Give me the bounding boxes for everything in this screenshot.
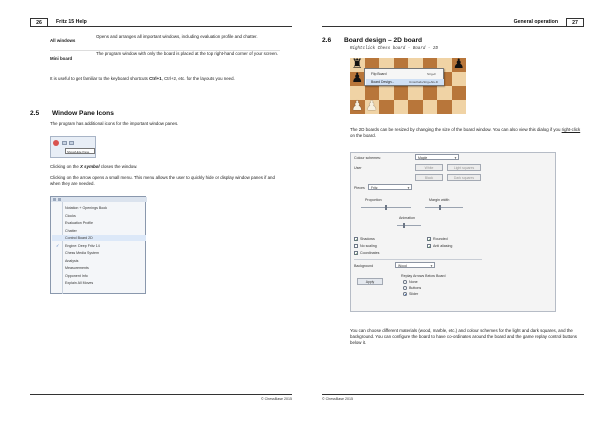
white-button[interactable]: White [415,164,443,171]
left-header-title: Fritz 15 Help [56,19,87,25]
board-square [452,86,467,100]
margin-width-label: Margin width [429,198,450,202]
menu-item-control-board[interactable]: Control Board 2D [52,235,146,241]
menu-item-analysis[interactable]: Analysis [65,258,79,263]
section-number: 2.5 [30,110,40,117]
rounded-label: Rounded [433,237,448,241]
menu-item-flip-board[interactable]: Flip Board [371,71,387,76]
apply-button[interactable]: Apply [357,278,383,285]
animation-slider-thumb[interactable] [403,223,405,228]
checkmark-icon: ✓ [56,242,60,248]
menu-item-chatter[interactable]: Chatter [65,228,77,233]
background-label: Background [354,264,374,268]
definition-row [50,34,280,51]
menu-titlebar-icon [58,198,61,201]
definition-term: Mini board [50,56,73,61]
replay-buttons-radio[interactable] [403,286,407,290]
left-page-number: 26 [30,18,48,27]
coordinates-checkbox[interactable]: ✓ [355,252,358,256]
board-square [394,100,409,114]
definition-row [50,51,280,68]
right-page [300,0,600,424]
replay-arrows-label: Replay Arrows Below Board [401,274,446,278]
menu-item-opponent-info[interactable]: Opponent Info [65,273,88,278]
materials-paragraph: You can choose different materials (wood, marble, etc.) and colour schemes for the light and dark squares, and the background. You can configure the board to have co-ordinates around the board and the game replay control buttons below it. [350,328,578,345]
white-pawn-icon: ♟ [351,99,364,114]
shadows-label: Shadows [360,237,375,241]
colour-schemes-value: Maple [418,156,428,160]
pane-context-menu [50,196,146,294]
left-page-header [30,18,292,27]
resize-text-suffix: on the board. [350,133,376,138]
left-footer: © ChessBase 2015 [30,394,292,402]
pieces-label: Pieces [354,186,365,190]
board-square [437,100,452,114]
board-square [350,86,365,100]
menu-item-evaluation-profile[interactable]: Evaluation Profile [65,221,93,225]
board-square [394,86,409,100]
animation-slider-track [397,225,421,226]
menu-titlebar [51,197,147,202]
right-page-header [322,18,584,27]
board-design-shortcut: Umschalt+Strg+Alt+D [409,80,438,84]
no-scaling-checkbox[interactable] [354,244,358,248]
user-label: User [354,166,362,170]
proportion-slider-thumb[interactable] [385,205,387,210]
menu-item-explain-moves[interactable]: Explain All Moves [65,281,94,285]
close-text-suffix: closes the window. [99,164,138,169]
pin-icon[interactable] [69,141,74,145]
window-pane-icons-image [50,136,96,158]
replay-none-label: None [409,280,418,284]
board-square [379,86,394,100]
board-square [423,86,438,100]
margin-slider-track [425,207,463,208]
replay-buttons-label: Buttons [409,286,422,290]
black-pawn-icon: ♟ [452,58,465,72]
colour-schemes-select[interactable] [415,154,459,160]
menu-item-measurements[interactable]: Measurements [65,266,89,270]
no-scaling-label: No scaling [360,244,377,248]
definition-description: Opens and arranges all important windows, including evaluation profile and chatter. [96,34,258,39]
board-square [452,100,467,114]
chevron-down-icon: ▼ [430,264,433,268]
chevron-down-icon: ▼ [407,186,410,190]
resize-paragraph [350,127,584,139]
section-title: Window Pane Icons [52,110,114,117]
white-pawn-icon: ♟ [365,99,378,114]
resize-text-prefix: The 2D boards can be resized by changing the size of the board window. You can also view this dialog if you [350,127,562,132]
close-icon[interactable] [53,140,59,146]
menu-item-engine[interactable]: Engine: Deep Fritz 14 [65,243,100,248]
margin-slider-thumb[interactable] [439,205,441,210]
menu-titlebar-icon [53,198,56,201]
close-text-prefix: Clicking on the [50,164,81,169]
replay-slider-radio[interactable] [403,292,407,296]
black-rook-icon: ♜ [351,58,364,72]
menu-path: Rightclick Chess board - Board - 2D [350,47,438,51]
black-pawn-icon: ♟ [351,71,364,86]
pieces-select[interactable] [368,184,412,190]
right-page-number: 27 [566,18,584,27]
coordinates-label: Coordinates [360,251,380,255]
right-footer: © ChessBase 2015 [322,394,584,402]
section-title: Board design – 2D board [344,37,423,44]
close-text-bold: X symbol [80,164,100,169]
section-heading [30,110,114,117]
board-square [379,100,394,114]
shortcut-paragraph [50,76,280,82]
close-paragraph [50,164,280,170]
replay-slider-label: Slider [409,292,419,296]
shortcut-text-prefix: It is useful to get familiar to the keyboard shortcuts [50,76,150,81]
menu-item-chess-media[interactable]: Chess Media System [65,251,99,255]
menu-item-board-design[interactable]: Board Design... [366,79,444,85]
chevron-down-icon: ▼ [454,156,457,160]
right-click-link: right-click [561,127,581,132]
definition-description: The program window with only the board is placed at the top right-hand corner of your screen. [96,51,279,56]
dark-squares-button[interactable]: Dark squares [447,174,481,181]
background-select[interactable] [395,262,435,268]
board-square [452,72,467,86]
board-design-dialog [350,152,556,312]
board-square [423,100,438,114]
anti-aliasing-checkbox[interactable]: ✓ [428,245,431,249]
colour-schemes-label: Colour schemes: [354,156,381,160]
board-square [408,100,423,114]
proportion-label: Proportion [365,198,382,202]
chess-board-preview[interactable] [350,58,466,114]
definition-term: All windows [50,38,76,43]
replay-none-radio[interactable] [403,280,407,284]
arrow-paragraph: Clicking on the arrow opens a small menu. This menu allows the user to quickly hide or display window panes if and when they are needed. [50,175,275,186]
definition-table [50,34,280,68]
section-heading [322,37,422,44]
pieces-value: Fritz [371,186,378,190]
anti-aliasing-label: Anti aliasing [433,244,453,248]
shadows-checkbox[interactable]: ✓ [355,238,358,242]
right-header-title: General operation [513,19,558,25]
background-value: Wood [398,264,407,268]
shortcut-text-bold: Ctrl+1 [149,76,162,81]
board-context-menu [364,68,444,86]
section-number: 2.6 [322,37,332,44]
flip-board-shortcut: Strg+F [427,71,437,76]
section-intro: The program has additional icons for the important window panes. [50,121,179,126]
menu-item-notation[interactable]: Notation + Openings Book [65,206,108,210]
shortcut-text-suffix: , Ctrl+2, etc. for the layouts you need. [161,76,235,81]
rounded-checkbox[interactable]: ✓ [428,238,431,242]
board-square [408,86,423,100]
arrow-icon[interactable] [62,141,67,145]
animation-label: Animation [399,216,415,220]
board-square [365,86,380,100]
black-button[interactable]: Black [415,174,443,181]
pane-tooltip: Show/Hide Pane [65,148,95,154]
light-squares-button[interactable]: Light squares [447,164,481,171]
board-square [437,86,452,100]
menu-item-clocks[interactable]: Clocks [65,213,76,218]
